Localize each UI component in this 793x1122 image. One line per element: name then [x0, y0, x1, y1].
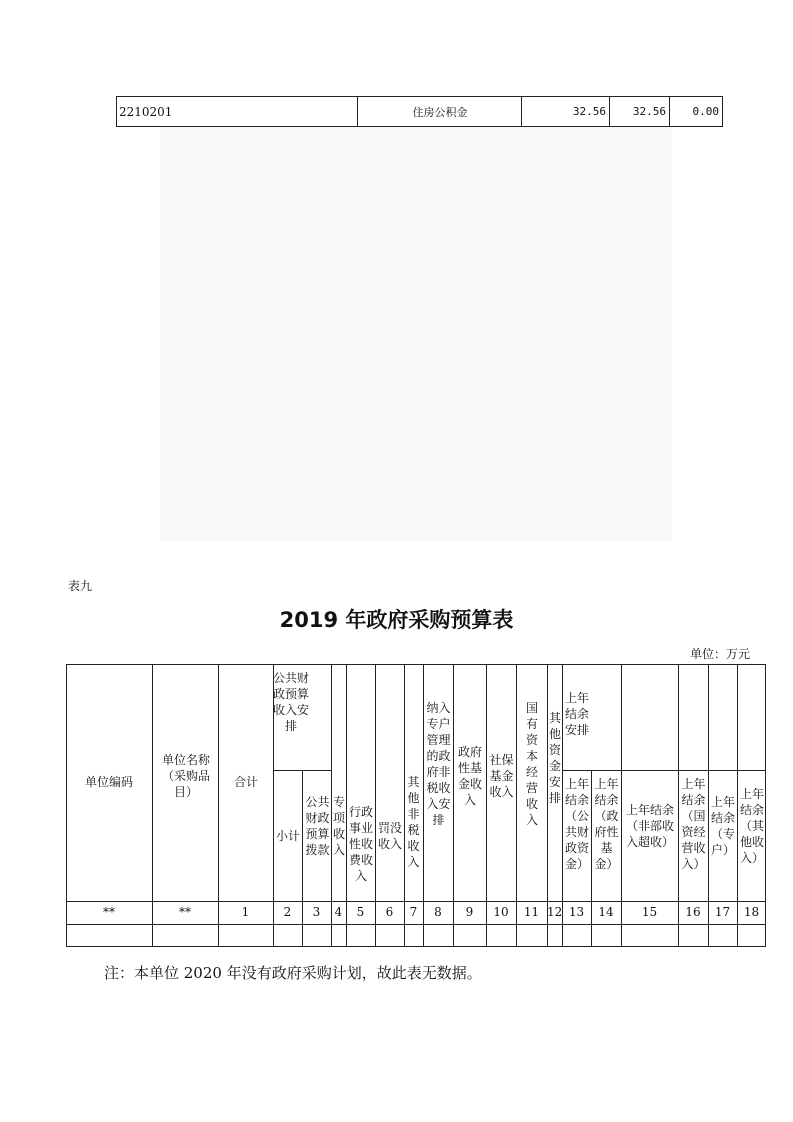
footnote: 注：本单位 2020 年没有政府采购计划，故此表无数据。 [104, 964, 482, 982]
index-row [66, 903, 766, 923]
procurement-budget-table [66, 664, 766, 947]
index-cell: 8 [434, 905, 442, 919]
row-name-cell [357, 97, 522, 126]
row-name: 住房公积金 [412, 105, 468, 119]
header-carryover: 上年结余安排 [564, 691, 589, 737]
header-unit-code: 单位编码 [84, 775, 133, 789]
blank-image-area [160, 127, 672, 541]
index-cell: 3 [312, 905, 321, 919]
header-carryover-other: 上年结余（其他收入） [739, 787, 764, 865]
page-title: 2019 年政府采购预算表 [279, 608, 514, 632]
index-cell: 9 [465, 905, 474, 919]
index-cell: 16 [685, 905, 701, 919]
header-state-capital: 国有资本经营收入 [525, 701, 538, 827]
header-unit-name: 单位名称（采购品目） [161, 753, 210, 799]
header-carryover-non-dept: 上年结余（非部收入超收） [625, 803, 674, 849]
index-cell: ** [179, 905, 191, 919]
index-cell: 1 [241, 905, 250, 919]
index-cell: 10 [493, 905, 509, 919]
header-subtotal: 小计 [275, 829, 300, 843]
row-value-3: 0.00 [669, 97, 722, 126]
header-other-fund: 其他资金安排 [548, 711, 561, 805]
index-cell: 7 [409, 905, 418, 919]
header-public-finance: 公共财政预算收入安排 [273, 671, 310, 733]
header-carryover-state: 上年结余（国资经营收入） [681, 777, 706, 871]
row-code: 2210201 [119, 104, 173, 119]
header-admin-fee: 行政事业性收费收入 [348, 805, 373, 883]
header-special-nontax: 纳入专户管理的政府非税收入安排 [426, 701, 451, 827]
index-cell: 6 [385, 905, 394, 919]
header-total: 合计 [233, 775, 258, 789]
index-cell: ** [103, 905, 115, 919]
index-cell: 12 [547, 905, 563, 919]
header-carryover-gov-fund: 上年结余（政府性基金） [594, 777, 619, 871]
row-value-1: 32.56 [521, 97, 609, 126]
index-cell: 17 [714, 905, 731, 919]
header-special-income: 专项收入 [332, 795, 345, 857]
header-social-fund: 社保基金收入 [489, 753, 514, 799]
index-cell: 2 [283, 905, 292, 919]
header-fines: 罚没收入 [377, 821, 402, 851]
header-gov-fund: 政府性基金收入 [457, 745, 482, 807]
index-cell: 4 [334, 905, 343, 919]
index-cell: 11 [523, 905, 540, 919]
index-cell: 5 [356, 905, 365, 919]
unit-label: 单位：万元 [690, 647, 751, 661]
index-cell: 13 [568, 905, 585, 919]
header-public-budget-alloc: 公共财政预算拨款 [305, 795, 330, 857]
header-carryover-public: 上年结余（公共财政资金） [564, 777, 589, 871]
carryover-table-row [116, 96, 723, 127]
index-cell: 18 [743, 905, 760, 919]
table-label: 表九 [68, 579, 93, 593]
index-cell: 14 [598, 905, 614, 919]
header-carryover-special: 上年结余（专户） [710, 795, 735, 857]
header-other-nontax: 其他非税收入 [407, 775, 420, 869]
index-cell: 15 [641, 905, 658, 919]
row-value-2: 32.56 [609, 97, 669, 126]
